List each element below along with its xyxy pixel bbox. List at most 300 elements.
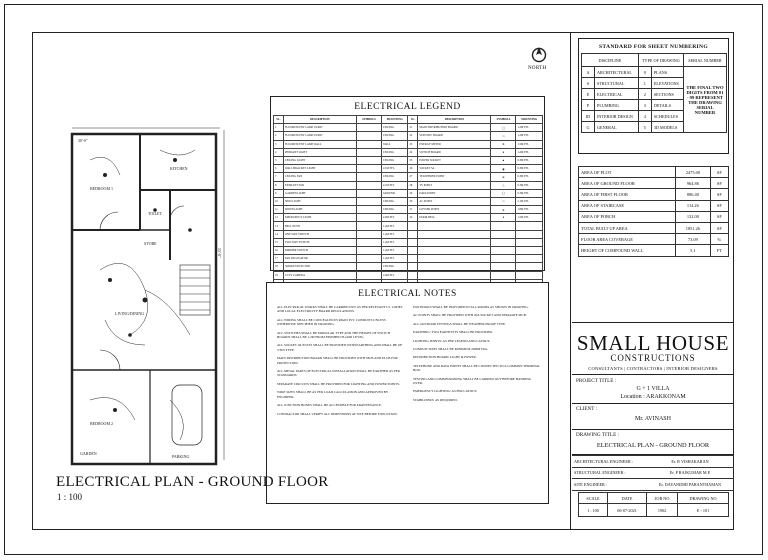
info-job: 1902 xyxy=(647,504,678,517)
legend-symbol-icon: ● xyxy=(491,214,516,222)
room-label-living: LIVING/DINING xyxy=(115,311,145,316)
tb-sep-1 xyxy=(572,322,734,323)
legend-cell xyxy=(516,255,543,263)
legend-cell: 10 xyxy=(274,197,284,205)
legend-row xyxy=(274,255,543,263)
legend-cell: 0.3M FFL xyxy=(516,156,543,164)
legend-row xyxy=(274,132,543,140)
legend-symbol-icon xyxy=(356,263,381,271)
legend-header-cell: SYMBOLS xyxy=(356,116,381,124)
sn-cell: ARCHITECTURAL xyxy=(595,67,639,78)
area-cell: AREA OF STAIRCASE xyxy=(579,200,676,211)
area-row xyxy=(579,178,729,189)
legend-symbol-icon xyxy=(491,271,516,279)
note-item: SEPARATE CIRCUITS SHALL BE PROVIDED FOR LIGHTING AND POWER POINTS. xyxy=(277,381,400,386)
legend-cell: SUB DIST. BOARD xyxy=(418,132,491,140)
legend-row xyxy=(274,124,543,132)
legend-row xyxy=(274,206,543,214)
legend-cell: 0.3M FFL xyxy=(516,189,543,197)
area-table xyxy=(578,166,729,257)
legend-row xyxy=(274,181,543,189)
info-header-date: DATE xyxy=(608,493,647,504)
notes-title: ELECTRICAL NOTES xyxy=(358,289,457,299)
legend-cell xyxy=(516,230,543,238)
legend-cell: EMERGENCY LIGHT xyxy=(283,214,356,222)
note-item: EARTHING: TWO EARTH PITS SHALL BE PROVIDED. xyxy=(413,330,493,335)
drawing-title-value: ELECTRICAL PLAN - GROUND FLOOR xyxy=(596,442,710,449)
legend-cell: SMOKE DETECTOR xyxy=(283,263,356,271)
legend-cell xyxy=(418,238,491,246)
legend-symbol-icon: ◯ xyxy=(491,124,516,132)
legend-symbol-icon xyxy=(356,255,381,263)
sn-header-discipline: DISCIPLINE xyxy=(582,54,639,67)
area-cell: FT xyxy=(710,245,728,256)
north-arrow-icon xyxy=(531,46,547,64)
engineer-cell: SITE ENGINEER : xyxy=(572,479,646,491)
note-item: ALL METAL PARTS OF ELECTRICAL INSTALLATION SHALL BE EARTHED AS PER STANDARDS. xyxy=(277,369,400,378)
tb-sep-4 xyxy=(572,429,734,430)
area-cell: 132.00 xyxy=(676,211,711,222)
legend-symbol-icon: ▭ xyxy=(491,197,516,205)
legend-cell: 23 xyxy=(408,140,418,148)
legend-cell: CEILING xyxy=(381,197,408,205)
legend-symbol-icon xyxy=(491,255,516,263)
legend-cell: CEILING xyxy=(381,156,408,164)
legend-cell: DATA POINT xyxy=(418,189,491,197)
legend-cell: 8 xyxy=(274,181,284,189)
legend-cell: GEYSER POINT xyxy=(418,206,491,214)
area-cell: 886.40 xyxy=(676,189,711,200)
room-label-parking: PARKING xyxy=(172,454,190,459)
legend-symbol-icon: ⊗ xyxy=(491,140,516,148)
info-drawing-no: E - 101 xyxy=(678,504,729,517)
sn-header-serial: SERIAL NUMBER xyxy=(684,54,727,67)
legend-cell: DOWN LIGHT xyxy=(283,206,356,214)
legend-cell: 9 xyxy=(274,189,284,197)
north-label: NORTH xyxy=(528,66,547,71)
legend-cell: CEILING xyxy=(381,132,408,140)
sn-cell: STRUCTURAL xyxy=(595,78,639,89)
legend-cell: 26 xyxy=(408,165,418,173)
area-row xyxy=(579,222,729,233)
legend-symbol-icon xyxy=(356,214,381,222)
legend-cell: 31 xyxy=(408,206,418,214)
engineer-row xyxy=(572,479,734,491)
legend-cell: 3 xyxy=(274,140,284,148)
area-cell: AREA OF GROUND FLOOR xyxy=(579,178,676,189)
legend-cell: WALL xyxy=(381,140,408,148)
sn-cell: DETAILS xyxy=(651,100,683,111)
note-item: TELEPHONE AND DATA POINTS SHALL BE CONNECTED TO A COMMON TERMINAL BOX. xyxy=(413,363,541,373)
sn-cell: E xyxy=(582,89,595,100)
legend-header-cell: MOUNTING xyxy=(516,116,543,124)
area-cell: HEIGHT OF COMPOUND WALL xyxy=(579,245,676,256)
legend-cell: CEILING xyxy=(381,148,408,156)
legend-cell xyxy=(408,255,418,263)
sn-row xyxy=(582,67,727,78)
legend-header-cell: SL. xyxy=(274,116,284,124)
sn-serial-note: THE FINAL TWO DIGITS FROM 01 - 99 REPRESENT THE DRAWING SERIAL NUMBER xyxy=(684,67,727,133)
legend-row xyxy=(274,140,543,148)
area-cell: 964.86 xyxy=(676,178,711,189)
area-row xyxy=(579,245,729,256)
info-header-drawing: DRAWING NO xyxy=(678,493,729,504)
electrical-legend xyxy=(270,96,545,277)
note-item: TESTING AND COMMISSIONING SHALL BE CARRIED OUT BEFORE HANDING OVER. xyxy=(413,376,532,386)
engineer-row xyxy=(572,456,734,468)
legend-cell: 13 xyxy=(274,222,284,230)
engineer-block xyxy=(572,455,734,491)
legend-cell xyxy=(418,263,491,271)
legend-cell xyxy=(408,263,418,271)
legend-cell: 2.1M FFL xyxy=(516,197,543,205)
area-statement xyxy=(578,166,729,257)
legend-cell: ENERGY METER xyxy=(418,140,491,148)
legend-symbol-icon xyxy=(356,271,381,279)
legend-cell xyxy=(418,255,491,263)
legend-header-cell: MOUNTING xyxy=(381,116,408,124)
legend-symbol-icon xyxy=(356,189,381,197)
legend-cell: CEILING FAN xyxy=(283,173,356,181)
legend-cell: CCTV CAMERA xyxy=(283,271,356,279)
legend-row xyxy=(274,148,543,156)
note-item: WIRE SIZES SHALL BE AS PER LOAD CALCULATION AND APPROVED BY ENGINEER. xyxy=(277,390,389,399)
legend-symbol-icon xyxy=(356,230,381,238)
legend-symbol-icon xyxy=(356,247,381,255)
sn-cell: SCHEDULES xyxy=(651,111,683,122)
legend-symbol-icon xyxy=(356,173,381,181)
sheet-numbering-block xyxy=(578,38,729,154)
area-row xyxy=(579,234,729,245)
info-scale: 1 : 100 xyxy=(579,504,608,517)
engineer-cell: Er. R VISHAKARAN xyxy=(646,456,734,468)
sn-cell: PLUMBING xyxy=(595,100,639,111)
legend-cell: 1.2M FFL xyxy=(516,148,543,156)
legend-symbol-icon xyxy=(356,222,381,230)
area-row xyxy=(579,211,729,222)
legend-cell: 0.3M FFL xyxy=(516,165,543,173)
area-cell: FLOOR AREA COVERAGE xyxy=(579,234,676,245)
legend-header-cell: DESCRIPTION xyxy=(418,116,491,124)
legend-cell: SOCKET 5A xyxy=(418,165,491,173)
legend-cell: 2.1M FFL xyxy=(381,181,408,189)
legend-symbol-icon xyxy=(356,206,381,214)
room-label-kitchen: KITCHEN xyxy=(170,166,188,171)
legend-symbol-icon: ⊗ xyxy=(491,206,516,214)
note-item: DISTRIBUTION BOARD: LIGHT & POWER. xyxy=(413,355,477,360)
legend-cell: 0.3M FFL xyxy=(516,173,543,181)
engineer-cell: Er. P RAJKUMAR M.E xyxy=(646,467,734,479)
legend-cell xyxy=(516,222,543,230)
legend-cell xyxy=(408,230,418,238)
legend-row xyxy=(274,189,543,197)
legend-cell: 22 xyxy=(408,132,418,140)
legend-cell xyxy=(516,263,543,271)
legend-cell: DIMMER SWITCH xyxy=(283,247,356,255)
room-label-bed2: BEDROOM 2 xyxy=(90,421,114,426)
legend-symbol-icon: ▭ xyxy=(491,132,516,140)
engineer-cell: STRUCTURAL ENGINEER : xyxy=(572,467,646,479)
sn-cell: ID xyxy=(582,111,595,122)
info-header-scale: SCALE xyxy=(579,493,608,504)
legend-cell: 15 xyxy=(274,238,284,246)
company-sub: CONSTRUCTIONS xyxy=(610,353,696,363)
legend-cell: 7 xyxy=(274,173,284,181)
sn-cell: 1 xyxy=(638,78,651,89)
area-cell: AREA OF PORCH xyxy=(579,211,676,222)
client-name: Mr. AVINASH xyxy=(635,416,671,422)
legend-table xyxy=(273,115,543,288)
legend-symbol-icon xyxy=(356,148,381,156)
legend-cell: 1.5M FFL xyxy=(516,140,543,148)
legend-symbol-icon: ▲ xyxy=(491,156,516,164)
legend-cell: CEILING xyxy=(381,263,408,271)
legend-symbol-icon xyxy=(356,156,381,164)
legend-symbol-icon: ◉ xyxy=(491,165,516,173)
legend-row xyxy=(274,247,543,255)
sn-cell: 2 xyxy=(638,89,651,100)
legend-symbol-icon xyxy=(491,263,516,271)
project-name: G + 1 VILLA xyxy=(636,386,670,392)
legend-cell: 12 xyxy=(274,214,284,222)
legend-cell: 19 xyxy=(274,271,284,279)
legend-symbol-icon xyxy=(356,238,381,246)
legend-cell: 6 xyxy=(274,165,284,173)
sn-cell: 3 xyxy=(638,100,651,111)
legend-symbol-icon xyxy=(356,197,381,205)
title-block-divider xyxy=(570,32,571,530)
legend-cell: 30 xyxy=(408,197,418,205)
legend-cell: POWER SOCKET xyxy=(418,156,491,164)
note-item: MAIN DISTRIBUTION BOARD SHALL BE PROVIDED WITH MCB AND ELCB FOR PROTECTION. xyxy=(277,356,398,365)
legend-cell: CEILING xyxy=(381,124,408,132)
legend-cell: CEILING xyxy=(381,173,408,181)
area-cell: AREA OF FIRST FLOOR xyxy=(579,189,676,200)
legend-header-cell: SL. xyxy=(408,116,418,124)
area-cell: SF xyxy=(710,222,728,233)
legend-cell: 14 xyxy=(274,230,284,238)
legend-cell: 1 xyxy=(274,124,284,132)
sn-cell: 0 xyxy=(638,67,651,78)
area-row xyxy=(579,167,729,178)
note-item: ALL OUTDOOR FITTINGS SHALL BE WEATHER PROOF TYPE. xyxy=(413,321,506,326)
info-header-job: JOB NO xyxy=(647,493,678,504)
legend-symbol-icon: ● xyxy=(491,148,516,156)
legend-header-row xyxy=(274,116,543,124)
sn-cell: PLANS xyxy=(651,67,683,78)
legend-cell: DOOR BELL xyxy=(418,214,491,222)
legend-row xyxy=(274,165,543,173)
legend-cell xyxy=(408,271,418,279)
area-cell: 5.1 xyxy=(676,245,711,256)
legend-row xyxy=(274,173,543,181)
sn-cell: ELEVATIONS xyxy=(651,78,683,89)
legend-row xyxy=(274,197,543,205)
sn-cell: GENERAL xyxy=(595,122,639,133)
legend-cell: 0.3M FFL xyxy=(516,181,543,189)
legend-cell: 1.5M FFL xyxy=(516,214,543,222)
sn-cell: A xyxy=(582,67,595,78)
legend-cell: 28 xyxy=(408,181,418,189)
sheet-numbering-title: STANDARD FOR SHEET NUMBERING xyxy=(598,44,709,50)
legend-symbol-icon xyxy=(491,247,516,255)
area-cell: SF xyxy=(710,178,728,189)
area-row xyxy=(579,189,729,200)
sn-cell: INTERIOR DESIGN xyxy=(595,111,639,122)
note-item: ALL JUNCTION BOXES SHALL BE ACCESSIBLE FOR MAINTENANCE. xyxy=(277,403,382,408)
legend-cell: SPOT LIGHT xyxy=(283,197,356,205)
sheet-info-table xyxy=(578,492,729,517)
project-location: Location : ARAKKONAM xyxy=(620,394,686,400)
legend-symbol-icon xyxy=(491,238,516,246)
company-tagline: CONSULTANTS | CONTRACTORS | INTERIOR DESIGNERS xyxy=(588,366,718,371)
legend-symbol-icon: ⊕ xyxy=(491,173,516,181)
drawing-title-label: DRAWING TITLE : xyxy=(576,432,619,438)
legend-cell: SWITCH BOARD xyxy=(418,148,491,156)
legend-cell: 1.2M FFL xyxy=(381,230,408,238)
area-cell: SF xyxy=(710,189,728,200)
legend-cell xyxy=(516,238,543,246)
tb-sep-2 xyxy=(572,374,734,375)
legend-cell: 5 xyxy=(274,156,284,164)
legend-cell xyxy=(408,247,418,255)
legend-row xyxy=(274,214,543,222)
area-cell: 73.09 xyxy=(676,234,711,245)
drawing-scale: 1 : 100 xyxy=(57,492,83,502)
legend-cell: EXHAUST FAN xyxy=(283,181,356,189)
sn-header-type: TYPE OF DRAWING xyxy=(638,54,683,67)
legend-cell: 18 xyxy=(274,263,284,271)
engineer-row xyxy=(572,467,734,479)
legend-symbol-icon xyxy=(356,132,381,140)
legend-cell xyxy=(418,222,491,230)
project-label: PROJECT TITLE : xyxy=(576,378,617,384)
legend-cell: AC POINT xyxy=(418,197,491,205)
legend-cell: 2.4M FFL xyxy=(381,214,408,222)
room-label-bed1: BEDROOM 1 xyxy=(90,186,114,191)
sn-cell: SECTIONS xyxy=(651,89,683,100)
sn-cell: S xyxy=(582,78,595,89)
legend-cell: GARDEN LIGHT xyxy=(283,189,356,197)
legend-cell: FLUORESCENT LAMP WALL xyxy=(283,140,356,148)
legend-cell: 24 xyxy=(408,148,418,156)
legend-cell xyxy=(418,230,491,238)
legend-cell: ONE WAY SWITCH xyxy=(283,230,356,238)
note-item: ALL ELECTRICAL WORKS SHALL BE CARRIED OUT AS PER RELEVANT I.S. CODES AND LOCAL ELECTRICITY BOARD REGULATIONS. xyxy=(277,305,403,314)
note-item: LIGHTING POINTS: AS PER LEGEND AND LAYOUT. xyxy=(413,338,491,343)
sn-cell: 5 xyxy=(638,122,651,133)
legend-cell: 2.1M FFL xyxy=(381,165,408,173)
sn-cell: 3D MODELS xyxy=(651,122,683,133)
legend-cell: TV POINT xyxy=(418,181,491,189)
legend-title: ELECTRICAL LEGEND xyxy=(354,102,461,112)
legend-symbol-icon xyxy=(356,124,381,132)
area-cell: SF xyxy=(710,211,728,222)
company-name: SMALL HOUSE xyxy=(576,331,730,355)
legend-cell: 17 xyxy=(274,255,284,263)
legend-header-cell: SYMBOLS xyxy=(491,116,516,124)
info-date: 06-07-2021 xyxy=(608,504,647,517)
legend-cell: 1.2M FFL xyxy=(381,255,408,263)
note-item: FAN HOOKS SHALL BE PROVIDED IN ALL ROOMS AS SHOWN IN DRAWING. xyxy=(413,305,529,309)
legend-cell: 21 xyxy=(408,124,418,132)
legend-row xyxy=(274,230,543,238)
legend-symbol-icon xyxy=(356,140,381,148)
area-cell: SF xyxy=(710,200,728,211)
dim-label-top: 30'-0" xyxy=(78,138,88,143)
area-cell: TOTAL BUILT UP AREA xyxy=(579,222,676,233)
sn-cell: 4 xyxy=(638,111,651,122)
legend-cell: 25 xyxy=(408,156,418,164)
sheet-info xyxy=(578,492,729,517)
legend-header-cell: DESCRIPTION xyxy=(283,116,356,124)
legend-cell: TWO WAY SWITCH xyxy=(283,238,356,246)
tb-sep-3 xyxy=(572,403,734,404)
legend-cell: CEILING LIGHT xyxy=(283,156,356,164)
legend-cell: 4 xyxy=(274,148,284,156)
legend-symbol-icon xyxy=(491,230,516,238)
note-item: CONTRACTOR SHALL VERIFY ALL DIMENSIONS AT SITE BEFORE EXECUTION. xyxy=(277,411,398,416)
note-item: ALL SWITCHES SHALL BE MODULAR TYPE AND THE HEIGHT OF SWITCH BOARDS SHALL BE 1.2M FROM FINISHED FLOOR LEVEL. xyxy=(277,330,390,340)
legend-cell: 29 xyxy=(408,189,418,197)
legend-cell xyxy=(418,271,491,279)
legend-cell xyxy=(516,247,543,255)
room-label-garden: GARDEN xyxy=(80,451,97,456)
legend-cell: 27 xyxy=(408,173,418,181)
legend-cell xyxy=(408,238,418,246)
area-cell: 114.26 xyxy=(676,200,711,211)
dim-label-side: 55'-0" xyxy=(217,248,222,258)
area-cell: 1851.26 xyxy=(676,222,711,233)
area-cell: AREA OF PLOT xyxy=(579,167,676,178)
note-item: AC POINTS SHALL BE PROVIDED WITH 20A SOCKET AND SEPARATE MCB. xyxy=(413,313,527,318)
sn-cell: G xyxy=(582,122,595,133)
legend-cell: 1.2M FFL xyxy=(381,238,408,246)
legend-cell: WALL BRACKET LIGHT xyxy=(283,165,356,173)
room-label-toilet: TOILET xyxy=(148,211,162,216)
note-item: ALL WIRING SHALL BE CONCEALED IN RIGID PVC CONDUITS UNLESS OTHERWISE SPECIFIED IN DRAWING. xyxy=(277,317,386,327)
notes-right-column xyxy=(413,305,541,406)
sn-cell: ELECTRICAL xyxy=(595,89,639,100)
legend-cell: GROUND xyxy=(381,189,408,197)
legend-row xyxy=(274,222,543,230)
drawing-title: ELECTRICAL PLAN - GROUND FLOOR xyxy=(56,474,329,490)
legend-cell: FLUORESCENT LAMP 1X36W xyxy=(283,124,356,132)
note-item: ALL SOCKET OUTLETS SHALL BE PROVIDED WITH EARTHING AND SHALL BE OF 3 PIN TYPE. xyxy=(277,343,403,352)
legend-symbol-icon: △ xyxy=(491,181,516,189)
room-label-store: STORE xyxy=(144,241,157,246)
legend-symbol-icon: ◯ xyxy=(491,189,516,197)
area-cell: 2475.00 xyxy=(676,167,711,178)
legend-cell: MAIN DISTRIBUTION BOARD xyxy=(418,124,491,132)
legend-cell: 1.2M FFL xyxy=(381,222,408,230)
legend-cell xyxy=(418,247,491,255)
legend-cell: 1.8M FFL xyxy=(516,206,543,214)
electrical-notes xyxy=(266,282,549,504)
legend-cell: FLUORESCENT LAMP 2X36W xyxy=(283,132,356,140)
client-label: CLIENT : xyxy=(576,406,598,412)
legend-cell: 1.2M FFL xyxy=(381,247,408,255)
floor-plan xyxy=(60,120,230,470)
legend-symbol-icon xyxy=(491,222,516,230)
legend-symbol-icon xyxy=(356,181,381,189)
legend-cell: 16 xyxy=(274,247,284,255)
legend-row xyxy=(274,238,543,246)
legend-cell: 11 xyxy=(274,206,284,214)
legend-row xyxy=(274,263,543,271)
note-item: STABILIZERS: AS REQUIRED. xyxy=(413,397,458,402)
sn-cell: P xyxy=(582,100,595,111)
